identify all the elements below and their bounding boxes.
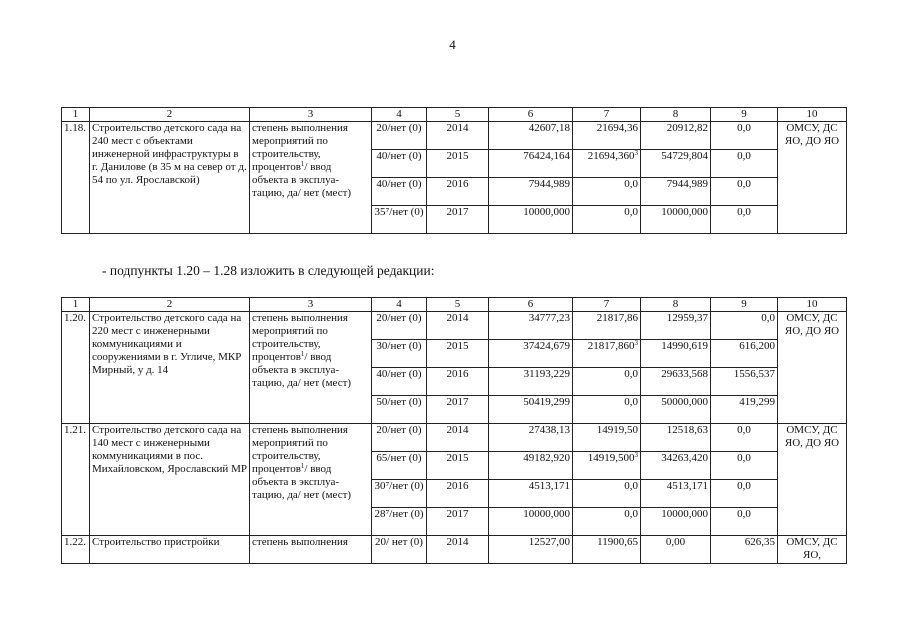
header-row (62, 298, 847, 312)
item-measure: степень выполнения мероприятий по строительству, процентов$^1$/ ввод объекта в эксплуа-тацию, да/ нет (мест) (250, 122, 372, 234)
table-row (62, 122, 847, 150)
item-measure: степень выполнения (250, 536, 372, 564)
item-number: 1.22. (62, 536, 90, 564)
year-cell: 2016 (427, 178, 489, 206)
col9-cell: 0,0 (711, 150, 778, 178)
executor-cell: ОМСУ, ДС ЯО, (778, 536, 847, 564)
item-measure: степень выполнения мероприятий по строительству, процентов$^1$/ ввод объекта в эксплуа-тацию, да/ нет (мест) (250, 312, 372, 424)
col9-cell: 0,0 (711, 424, 778, 452)
total-cell: 10000,000 (489, 508, 573, 536)
year-cell: 2017 (427, 206, 489, 234)
indicator-cell: 30/нет (0) (372, 340, 427, 368)
indicator-cell: 28⁷/нет (0) (372, 508, 427, 536)
indicator-cell: 35⁷/нет (0) (372, 206, 427, 234)
total-cell: 50419,299 (489, 396, 573, 424)
col9-cell: 0,0 (711, 480, 778, 508)
header-cell: 7 (573, 298, 641, 312)
header-cell: 9 (711, 108, 778, 122)
year-cell: 2014 (427, 122, 489, 150)
col8-cell: 50000,000 (641, 396, 711, 424)
indicator-cell: 20/ нет (0) (372, 536, 427, 564)
item-number: 1.21. (62, 424, 90, 536)
col7-cell: 21817,86 (573, 312, 641, 340)
header-cell: 1 (62, 298, 90, 312)
year-cell: 2015 (427, 340, 489, 368)
header-cell: 3 (250, 108, 372, 122)
item-number: 1.20. (62, 312, 90, 424)
col7-cell: 0,0 (573, 480, 641, 508)
col7-cell: 0,0 (573, 368, 641, 396)
header-cell: 8 (641, 298, 711, 312)
col7-cell: 21817,860$^3$ (573, 340, 641, 368)
col8-cell: 20912,82 (641, 122, 711, 150)
col9-cell: 1556,537 (711, 368, 778, 396)
header-cell: 10 (778, 108, 847, 122)
header-cell: 5 (427, 298, 489, 312)
header-cell: 7 (573, 108, 641, 122)
year-cell: 2014 (427, 424, 489, 452)
page-number: 4 (449, 37, 456, 52)
col8-cell: 29633,568 (641, 368, 711, 396)
col7-cell: 0,0 (573, 178, 641, 206)
col7-cell: 0,0 (573, 396, 641, 424)
col7-cell: 0,0 (573, 206, 641, 234)
executor-cell: ОМСУ, ДС ЯО, ДО ЯО (778, 122, 847, 234)
col8-cell: 34263,420 (641, 452, 711, 480)
header-cell: 6 (489, 108, 573, 122)
col9-cell: 419,299 (711, 396, 778, 424)
total-cell: 49182,920 (489, 452, 573, 480)
year-cell: 2016 (427, 368, 489, 396)
col9-cell: 0,0 (711, 206, 778, 234)
item-name: Строительство детского сада на 220 мест с инженерными коммуникациями и сооружениями в г. Угличе, МКР Мирный, у д. 14 (90, 312, 250, 424)
table-measures-2 (61, 297, 847, 564)
col8-cell: 10000,000 (641, 508, 711, 536)
indicator-cell: 65/нет (0) (372, 452, 427, 480)
header-cell: 2 (90, 298, 250, 312)
col7-cell: 21694,360$^3$ (573, 150, 641, 178)
col7-cell: 11900,65 (573, 536, 641, 564)
year-cell: 2016 (427, 480, 489, 508)
total-cell: 27438,13 (489, 424, 573, 452)
col8-cell: 4513,171 (641, 480, 711, 508)
indicator-cell: 20/нет (0) (372, 122, 427, 150)
col8-cell: 54729,804 (641, 150, 711, 178)
col9-cell: 0,0 (711, 508, 778, 536)
header-cell: 3 (250, 298, 372, 312)
header-cell: 6 (489, 298, 573, 312)
table-row (62, 424, 847, 452)
total-cell: 7944,989 (489, 178, 573, 206)
col9-cell: 616,200 (711, 340, 778, 368)
total-cell: 37424,679 (489, 340, 573, 368)
col7-cell: 14919,50 (573, 424, 641, 452)
header-cell: 1 (62, 108, 90, 122)
header-row (62, 108, 847, 122)
col8-cell: 0,00 (641, 536, 711, 564)
year-cell: 2015 (427, 150, 489, 178)
indicator-cell: 20/нет (0) (372, 424, 427, 452)
col9-cell: 0,0 (711, 122, 778, 150)
intro-paragraph: - подпункты 1.20 – 1.28 изложить в следующей редакции: (102, 263, 435, 278)
total-cell: 4513,171 (489, 480, 573, 508)
executor-cell: ОМСУ, ДС ЯО, ДО ЯО (778, 312, 847, 424)
total-cell: 12527,00 (489, 536, 573, 564)
col9-cell: 0,0 (711, 452, 778, 480)
item-number: 1.18. (62, 122, 90, 234)
item-measure: степень выполнения мероприятий по строительству, процентов$^1$/ ввод объекта в эксплуа-тацию, да/ нет (мест) (250, 424, 372, 536)
col8-cell: 12959,37 (641, 312, 711, 340)
col8-cell: 14990,619 (641, 340, 711, 368)
year-cell: 2017 (427, 396, 489, 424)
total-cell: 42607,18 (489, 122, 573, 150)
total-cell: 34777,23 (489, 312, 573, 340)
total-cell: 76424,164 (489, 150, 573, 178)
col7-cell: 21694,36 (573, 122, 641, 150)
year-cell: 2014 (427, 536, 489, 564)
item-name: Строительство детского сада на 140 мест с инженерными коммуникациями в пос. Михайловском, Ярославский МР (90, 424, 250, 536)
indicator-cell: 50/нет (0) (372, 396, 427, 424)
header-cell: 4 (372, 108, 427, 122)
indicator-cell: 30⁷/нет (0) (372, 480, 427, 508)
year-cell: 2014 (427, 312, 489, 340)
col8-cell: 10000,000 (641, 206, 711, 234)
col8-cell: 12518,63 (641, 424, 711, 452)
header-cell: 10 (778, 298, 847, 312)
header-cell: 4 (372, 298, 427, 312)
item-name: Строительство детского сада на 240 мест с объектами инженерной инфраструктуры в г. Данилове (в 35 м на север от д. 54 по ул. Ярославской) (90, 122, 250, 234)
table-measures-1 (61, 107, 847, 234)
executor-cell: ОМСУ, ДС ЯО, ДО ЯО (778, 424, 847, 536)
col7-cell: 14919,500$^3$ (573, 452, 641, 480)
indicator-cell: 40/нет (0) (372, 368, 427, 396)
total-cell: 10000,000 (489, 206, 573, 234)
header-cell: 2 (90, 108, 250, 122)
indicator-cell: 20/нет (0) (372, 312, 427, 340)
col9-cell: 626,35 (711, 536, 778, 564)
header-cell: 5 (427, 108, 489, 122)
total-cell: 31193,229 (489, 368, 573, 396)
header-cell: 9 (711, 298, 778, 312)
col7-cell: 0,0 (573, 508, 641, 536)
indicator-cell: 40/нет (0) (372, 150, 427, 178)
year-cell: 2017 (427, 508, 489, 536)
col9-cell: 0,0 (711, 312, 778, 340)
table-row (62, 536, 847, 564)
header-cell: 8 (641, 108, 711, 122)
indicator-cell: 40/нет (0) (372, 178, 427, 206)
table-row (62, 312, 847, 340)
col9-cell: 0,0 (711, 178, 778, 206)
item-name: Строительство пристройки (90, 536, 250, 564)
year-cell: 2015 (427, 452, 489, 480)
col8-cell: 7944,989 (641, 178, 711, 206)
